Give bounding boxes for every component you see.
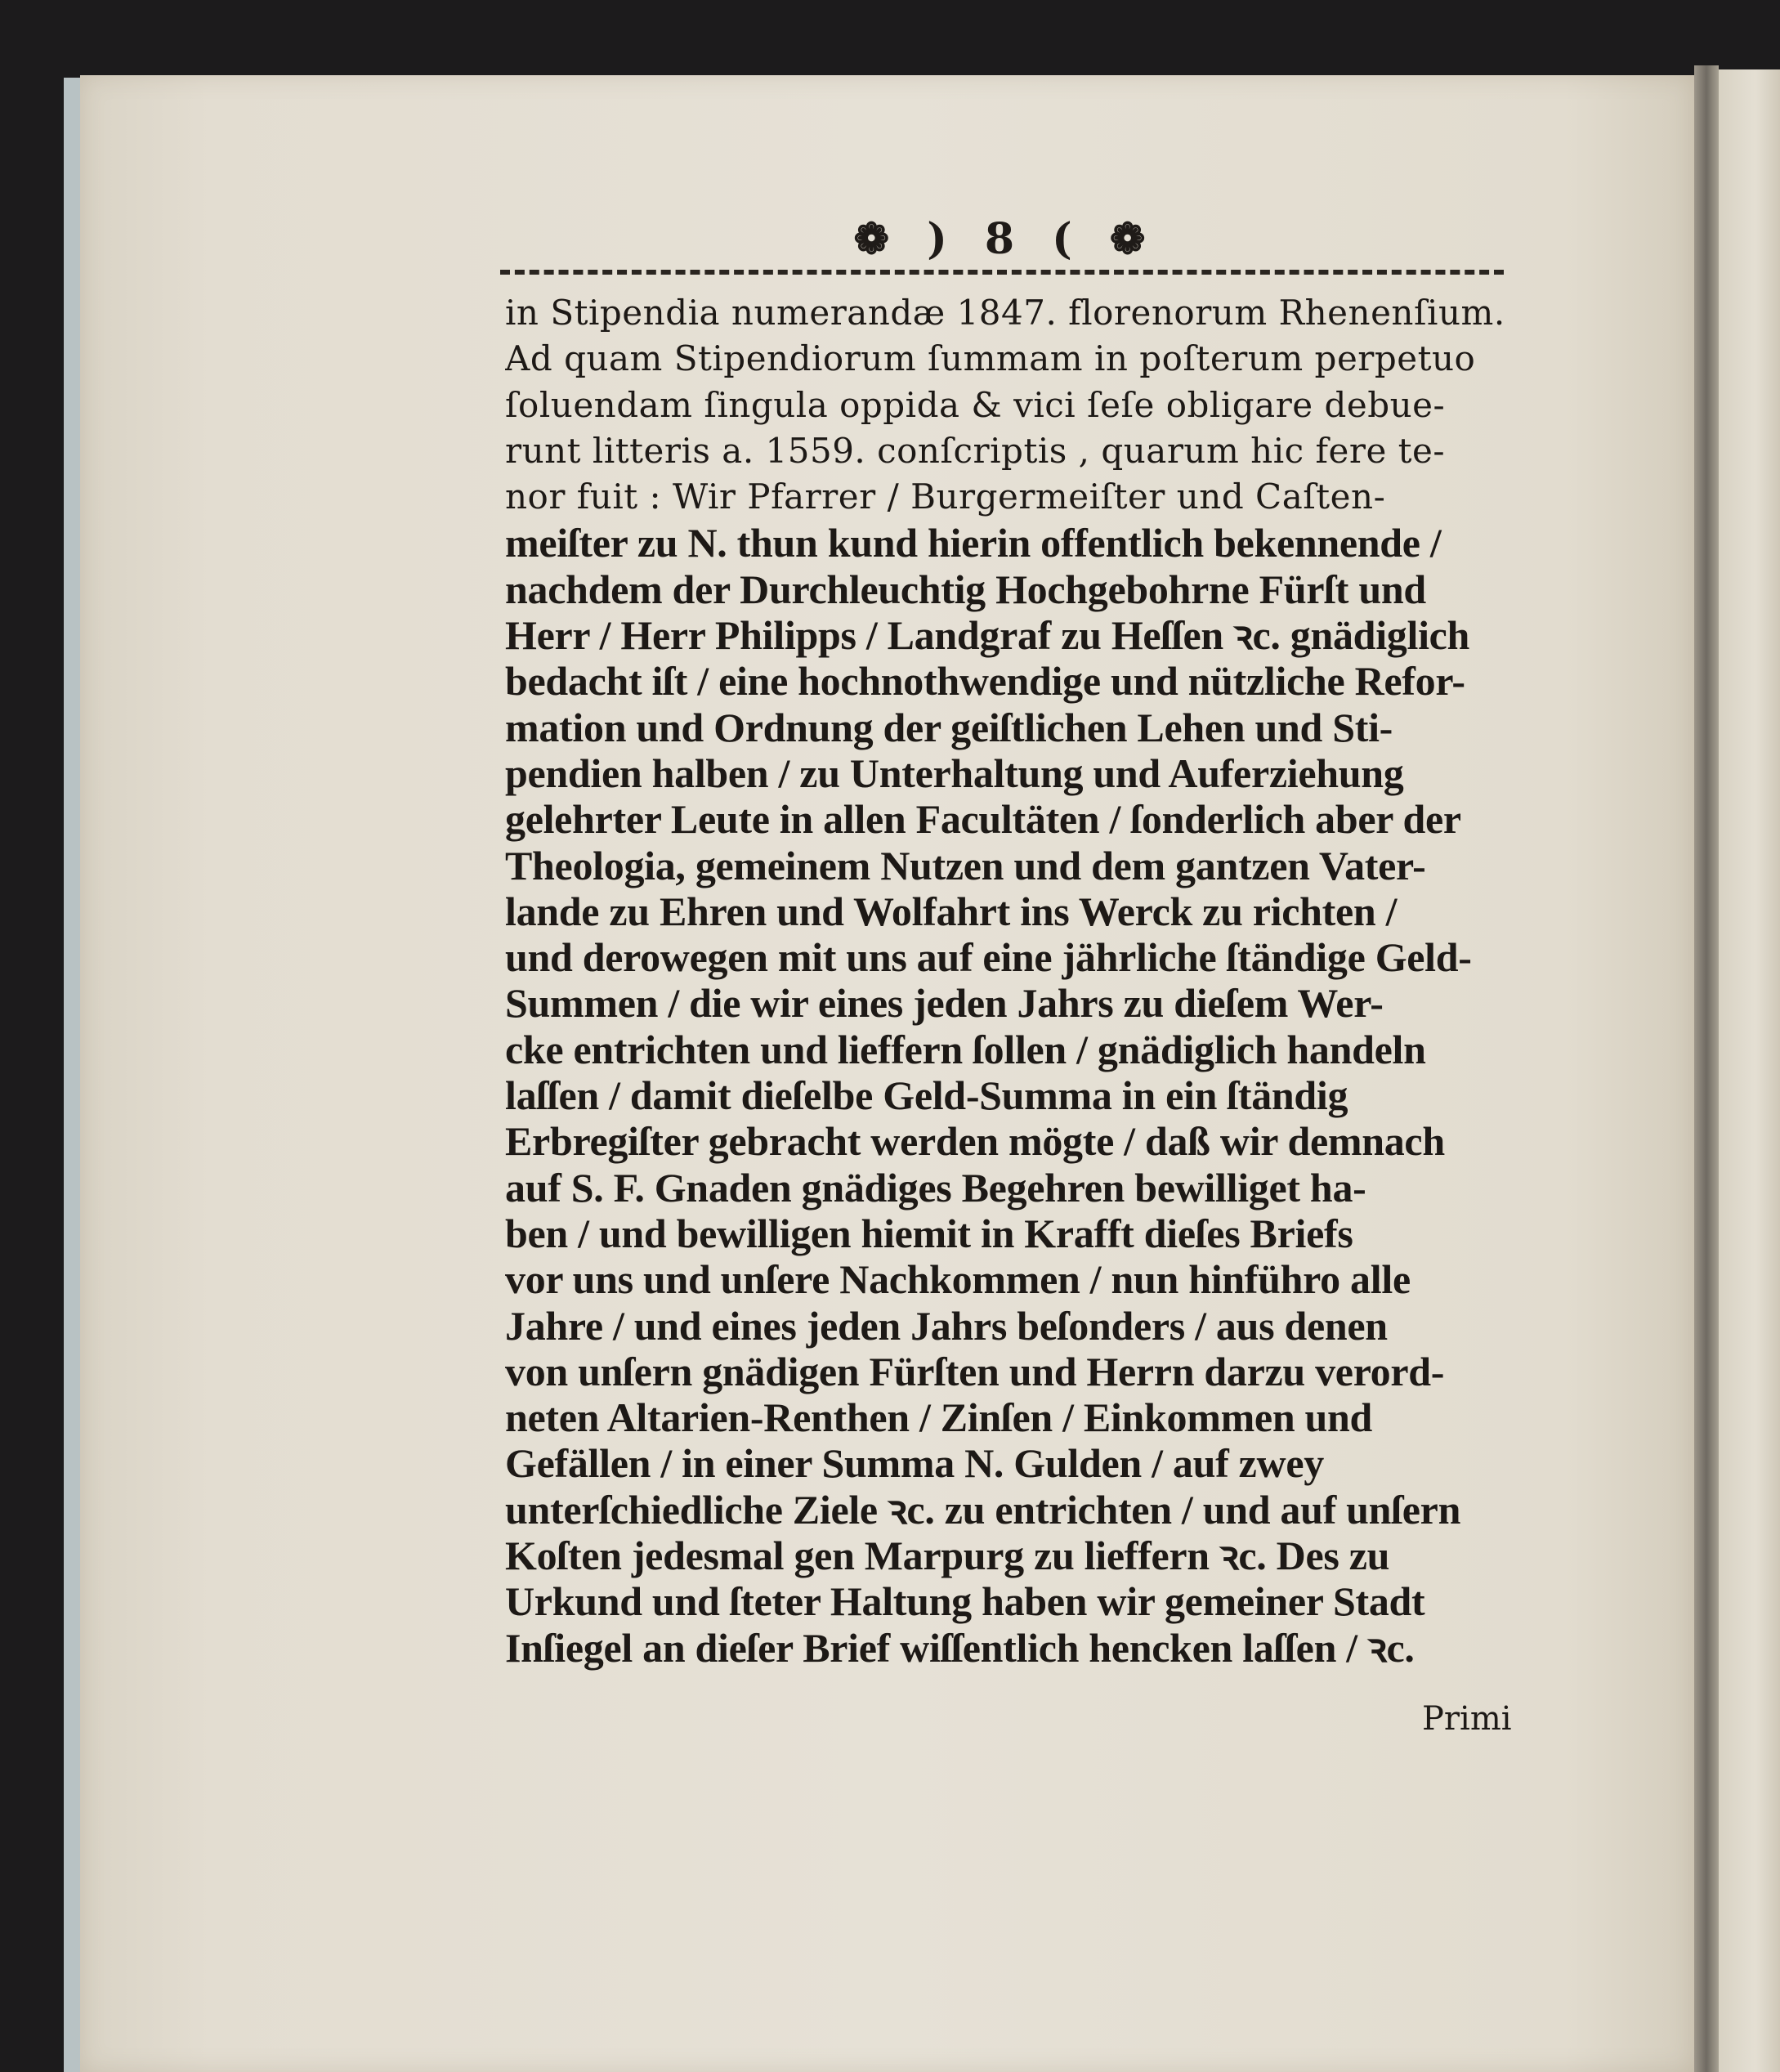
text-line: nachdem der Durchleuchtig Hochgebohrne Fürſt und bbox=[505, 566, 1426, 612]
catchword: Primi bbox=[1422, 1700, 1512, 1738]
text-line: bedacht iſt / eine hochnothwendige und nützliche Refor- bbox=[505, 658, 1465, 705]
text-line: Herr / Herr Philipps / Landgraf zu Heſſen ꝛc. gnädiglich bbox=[505, 612, 1470, 659]
text-line: nor fuit : Wir Pfarrer / Burgermeiſter und Caſten- bbox=[505, 477, 1386, 517]
text-line: Urkund und ſteter Haltung haben wir gemeiner Stadt bbox=[505, 1578, 1425, 1625]
text-line: Erbregiſter gebracht werden mögte / daß wir demnach bbox=[505, 1118, 1445, 1165]
body-text bbox=[505, 290, 1535, 1671]
text-line: Jahre / und eines jeden Jahrs beſonders / aus denen bbox=[505, 1302, 1388, 1349]
text-line: Gefällen / in einer Summa N. Gulden / auf zwey bbox=[505, 1440, 1324, 1487]
text-line: lande zu Ehren und Wolfahrt ins Werck zu richten / bbox=[505, 888, 1398, 934]
text-line: und derowegen mit uns auf eine jährliche ſtändige Geld- bbox=[505, 934, 1472, 981]
text-line: vor uns und unſere Nachkommen / nun hinführo alle bbox=[505, 1256, 1411, 1303]
text-line: ſoluendam ſingula oppida & vici ſeſe obligare debue- bbox=[505, 384, 1446, 425]
text-line: in Stipendia numerandæ 1847. florenorum Rhenenſium. bbox=[505, 293, 1505, 333]
text-line: auf S. F. Gnaden gnädiges Begehren bewilliget ha- bbox=[505, 1164, 1366, 1211]
text-line: Koſten jedesmal gen Marpurg zu lieffern ꝛc. Des zu bbox=[505, 1533, 1390, 1579]
text-line: von unſern gnädigen Fürſten und Herrn darzu verord- bbox=[505, 1348, 1445, 1394]
text-line: ben / und bewilligen hiemit in Krafft dieſes Briefs bbox=[505, 1210, 1353, 1256]
text-line: Ad quam Stipendiorum ſummam in poſterum perpetuo bbox=[505, 338, 1476, 379]
text-line: mation und Ordnung der geiſtlichen Lehen und Sti- bbox=[505, 704, 1393, 750]
header-rule bbox=[500, 270, 1504, 275]
text-line: Theologia, gemeinem Nutzen und dem gantzen Vater- bbox=[505, 842, 1426, 888]
facing-page-edge bbox=[1719, 69, 1780, 2072]
text-line: laſſen / damit dieſelbe Geld-Summa in ein ſtändig bbox=[505, 1072, 1348, 1119]
text-line: gelehrter Leute in allen Facultäten / ſonderlich aber der bbox=[505, 796, 1461, 843]
text-line: unterſchiedliche Ziele ꝛc. zu entrichten / und auf unſern bbox=[505, 1486, 1461, 1533]
page-number-header: ❁ ) 8 ( ❁ bbox=[853, 213, 1157, 264]
text-line: Inſiegel an dieſer Brief wiſſentlich hencken laſſen / ꝛc. bbox=[505, 1624, 1415, 1671]
text-line: meiſter zu N. thun kund hierin offentlich bekennende / bbox=[505, 520, 1442, 566]
text-line: cke entrichten und lieffern ſollen / gnädiglich handeln bbox=[505, 1026, 1426, 1072]
text-line: pendien halben / zu Unterhaltung und Auferziehung bbox=[505, 750, 1404, 796]
text-line: neten Altarien-Renthen / Zinſen / Einkommen und bbox=[505, 1394, 1373, 1441]
book-gutter bbox=[1694, 65, 1719, 2072]
text-line: Summen / die wir eines jeden Jahrs zu dieſem Wer- bbox=[505, 980, 1384, 1027]
text-line: runt litteris a. 1559. conſcriptis , quarum hic fere te- bbox=[505, 430, 1446, 471]
